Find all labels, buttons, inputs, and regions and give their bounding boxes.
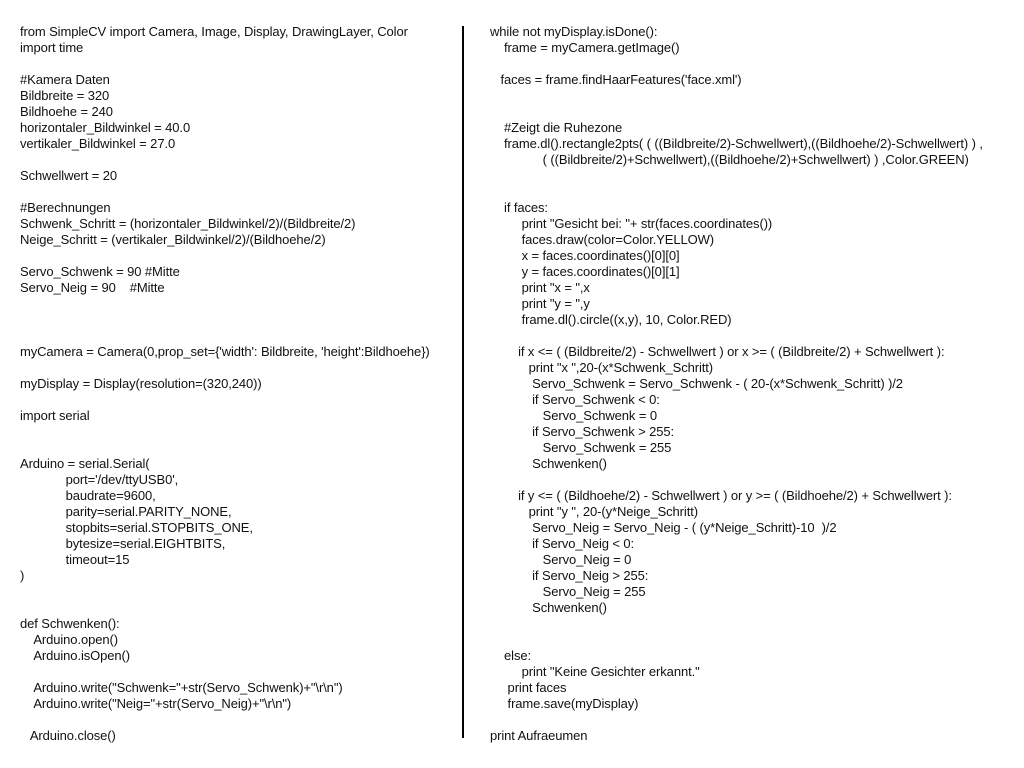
code-line: Neige_Schritt = (vertikaler_Bildwinkel/2)/(Bildhoehe/2) bbox=[20, 232, 326, 247]
code-line: port='/dev/ttyUSB0', bbox=[20, 472, 179, 487]
code-line: Servo_Neig = Servo_Neig - ( (y*Neige_Schritt)-10 )/2 bbox=[490, 520, 837, 535]
code-line bbox=[20, 152, 455, 168]
code-line: #Berechnungen bbox=[20, 200, 111, 215]
code-line: Schwenken() bbox=[490, 600, 607, 615]
code-line: Schwenken() bbox=[490, 456, 607, 471]
code-line: Servo_Schwenk = Servo_Schwenk - ( 20-(x*Schwenk_Schritt) )/2 bbox=[490, 376, 903, 391]
code-line bbox=[490, 712, 1010, 728]
code-line: frame.dl().rectangle2pts( ( ((Bildbreite/2)-Schwellwert),((Bildhoehe/2)-Schwellwert) ) , bbox=[490, 136, 983, 151]
code-line: Arduino.close() bbox=[20, 728, 116, 743]
code-line bbox=[20, 248, 455, 264]
code-line bbox=[20, 584, 455, 600]
code-line bbox=[20, 424, 455, 440]
code-line: Servo_Neig = 0 bbox=[490, 552, 632, 567]
code-line bbox=[20, 392, 455, 408]
code-line: print "x = ",x bbox=[490, 280, 590, 295]
code-line: frame.save(myDisplay) bbox=[490, 696, 639, 711]
code-line: print "Keine Gesichter erkannt." bbox=[490, 664, 700, 679]
code-line: Bildbreite = 320 bbox=[20, 88, 110, 103]
code-line: print "y = ",y bbox=[490, 296, 590, 311]
code-line: if faces: bbox=[490, 200, 548, 215]
code-line: faces = frame.findHaarFeatures('face.xml') bbox=[490, 72, 742, 87]
code-line: if Servo_Schwenk > 255: bbox=[490, 424, 675, 439]
code-line bbox=[490, 472, 1010, 488]
code-line: if x <= ( (Bildbreite/2) - Schwellwert ) or x >= ( (Bildbreite/2) + Schwellwert ): bbox=[490, 344, 945, 359]
code-line: Arduino.write("Schwenk="+str(Servo_Schwenk)+"\r\n") bbox=[20, 680, 343, 695]
code-line bbox=[20, 440, 455, 456]
code-line: baudrate=9600, bbox=[20, 488, 156, 503]
code-line: #Kamera Daten bbox=[20, 72, 110, 87]
code-line: ( ((Bildbreite/2)+Schwellwert),((Bildhoehe/2)+Schwellwert) ) ,Color.GREEN) bbox=[490, 152, 969, 167]
code-line bbox=[490, 632, 1010, 648]
code-line bbox=[20, 600, 455, 616]
code-line bbox=[490, 104, 1010, 120]
code-line: print "x ",20-(x*Schwenk_Schritt) bbox=[490, 360, 714, 375]
code-line bbox=[490, 616, 1010, 632]
code-line bbox=[490, 56, 1010, 72]
code-line: parity=serial.PARITY_NONE, bbox=[20, 504, 232, 519]
code-line: bytesize=serial.EIGHTBITS, bbox=[20, 536, 226, 551]
code-line: while not myDisplay.isDone(): bbox=[490, 24, 658, 39]
code-line bbox=[20, 184, 455, 200]
code-line bbox=[20, 56, 455, 72]
code-line bbox=[20, 328, 455, 344]
code-line: print Aufraeumen bbox=[490, 728, 588, 743]
code-line: Servo_Neig = 90 #Mitte bbox=[20, 280, 165, 295]
code-line: Arduino.isOpen() bbox=[20, 648, 130, 663]
code-line: Arduino.write("Neig="+str(Servo_Neig)+"\r\n") bbox=[20, 696, 292, 711]
code-line bbox=[20, 360, 455, 376]
code-line: stopbits=serial.STOPBITS_ONE, bbox=[20, 520, 253, 535]
code-line: x = faces.coordinates()[0][0] bbox=[490, 248, 680, 263]
code-line: Arduino = serial.Serial( bbox=[20, 456, 150, 471]
code-line: Arduino.open() bbox=[20, 632, 118, 647]
code-line: Servo_Schwenk = 0 bbox=[490, 408, 657, 423]
code-line: import serial bbox=[20, 408, 90, 423]
code-line: print "y ", 20-(y*Neige_Schritt) bbox=[490, 504, 698, 519]
code-line: horizontaler_Bildwinkel = 40.0 bbox=[20, 120, 191, 135]
code-line: y = faces.coordinates()[0][1] bbox=[490, 264, 680, 279]
code-line: if Servo_Neig < 0: bbox=[490, 536, 635, 551]
code-line: Servo_Schwenk = 90 #Mitte bbox=[20, 264, 180, 279]
column-divider bbox=[462, 26, 464, 738]
code-column-left bbox=[20, 24, 455, 744]
code-line: if y <= ( (Bildhoehe/2) - Schwellwert ) or y >= ( (Bildhoehe/2) + Schwellwert ): bbox=[490, 488, 952, 503]
code-line: myDisplay = Display(resolution=(320,240)) bbox=[20, 376, 262, 391]
code-line: myCamera = Camera(0,prop_set={'width': Bildbreite, 'height':Bildhoehe}) bbox=[20, 344, 430, 359]
code-line: frame = myCamera.getImage() bbox=[490, 40, 680, 55]
code-line: print faces bbox=[490, 680, 567, 695]
code-line: Schwellwert = 20 bbox=[20, 168, 118, 183]
code-line: if Servo_Schwenk < 0: bbox=[490, 392, 660, 407]
code-line: print "Gesicht bei: "+ str(faces.coordinates()) bbox=[490, 216, 773, 231]
code-line bbox=[20, 712, 455, 728]
code-line: Servo_Neig = 255 bbox=[490, 584, 646, 599]
code-line bbox=[20, 664, 455, 680]
code-line: import time bbox=[20, 40, 84, 55]
code-line: Bildhoehe = 240 bbox=[20, 104, 113, 119]
code-line bbox=[20, 296, 455, 312]
code-column-right bbox=[490, 24, 1010, 744]
code-line: frame.dl().circle((x,y), 10, Color.RED) bbox=[490, 312, 732, 327]
code-line: timeout=15 bbox=[20, 552, 130, 567]
code-line: ) bbox=[20, 568, 25, 583]
code-line: from SimpleCV import Camera, Image, Display, DrawingLayer, Color bbox=[20, 24, 408, 39]
code-line bbox=[490, 168, 1010, 184]
code-line: faces.draw(color=Color.YELLOW) bbox=[490, 232, 715, 247]
code-line: Schwenk_Schritt = (horizontaler_Bildwinkel/2)/(Bildbreite/2) bbox=[20, 216, 356, 231]
code-line: def Schwenken(): bbox=[20, 616, 120, 631]
code-line: if Servo_Neig > 255: bbox=[490, 568, 649, 583]
code-line bbox=[490, 328, 1010, 344]
code-line bbox=[20, 312, 455, 328]
code-line bbox=[490, 88, 1010, 104]
code-line bbox=[490, 184, 1010, 200]
code-line: #Zeigt die Ruhezone bbox=[490, 120, 623, 135]
code-line: else: bbox=[490, 648, 532, 663]
code-line: vertikaler_Bildwinkel = 27.0 bbox=[20, 136, 176, 151]
code-line: Servo_Schwenk = 255 bbox=[490, 440, 672, 455]
